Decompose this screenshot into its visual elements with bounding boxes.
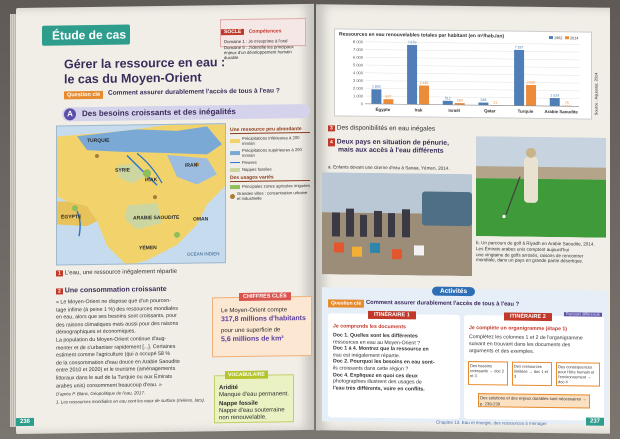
- itinerary-1-label: ITINÉRAIRE 1: [368, 311, 416, 320]
- itinerary-1-line: eau est inégalement répartie.: [333, 352, 401, 360]
- doc1-number: 1: [58, 270, 61, 277]
- y-tick-label: 3 000: [352, 77, 363, 84]
- doc2-body-line: « Le Moyen-Orient ne dispose que d'un pourcen-: [56, 297, 171, 306]
- doc2-body-line: D'après P. Blanc, Géopolitique de l'eau, 2017.: [56, 390, 145, 397]
- vocab-term-1: Aridité: [219, 384, 239, 392]
- map-label-egypt: ÉGYPTE: [61, 214, 82, 221]
- organigram-box-2: Des ressources limitées → doc 1 et 3: [512, 362, 552, 386]
- map-graphic: [57, 124, 226, 265]
- water-resources-chart: [334, 28, 599, 119]
- chart-x-axis: [365, 104, 579, 107]
- legend-label: 2014: [570, 36, 579, 41]
- bar-value-label: 637: [385, 94, 392, 99]
- itinerary-2-line-1: Complétez les colonnes 1 et 2 de l'organigramme: [469, 334, 583, 342]
- vocab-term-2: Nappe fossile: [219, 400, 259, 408]
- question-text: Comment assurer durablement l'accès de tous à l'eau ?: [108, 87, 280, 97]
- bar-value-label: 2 690: [526, 80, 536, 85]
- legend-row: [230, 183, 310, 189]
- section-a-title: Des besoins croissants et des inégalités: [82, 107, 236, 119]
- doc2-number: 2: [58, 288, 61, 295]
- chart-gridline: [365, 73, 579, 76]
- legend-swatch-river: [230, 162, 240, 164]
- legend-label: Précipitations supérieures à 200 mm/an: [242, 147, 302, 158]
- chart-bar: [371, 89, 381, 104]
- map-label-iran: IRAN: [185, 162, 198, 169]
- doc3-caption-text: Des disponibilités en eau inégales: [336, 124, 436, 133]
- y-tick-label: 5 000: [352, 62, 363, 68]
- x-category-label: Irak: [414, 107, 423, 113]
- legend-label: 1962: [554, 36, 563, 41]
- legend-row: [230, 135, 310, 146]
- doc2-body-line: démographiques et économiques.: [56, 328, 136, 336]
- right-page-number: 237: [586, 418, 604, 426]
- legend-row: [230, 166, 310, 172]
- legend-swatch-dry: [230, 139, 240, 143]
- itinerary-2-label: ITINÉRAIRE 2: [504, 313, 552, 322]
- bar-value-label: 7 187: [514, 45, 524, 50]
- y-tick-label: 2 000: [352, 85, 363, 91]
- x-category-label: Israël: [448, 107, 460, 113]
- legend-row: [230, 147, 310, 158]
- photo-a-caption: a. Enfants devant une citerne d'eau à Sanaa, Yémen, 2014.: [328, 164, 450, 171]
- y-tick-label: 6 000: [352, 54, 363, 60]
- middle-east-map: [56, 123, 226, 265]
- y-tick-label: 4 000: [352, 70, 363, 76]
- doc2-body-line: 1. Les ressources mondiales en eau sont les eaux de surface (rivières, lacs).: [56, 397, 206, 405]
- title-line-1: Gérer la ressource en eau :: [64, 55, 226, 72]
- doc2-body-line: des raisons climatiques mais aussi pour des raisons: [56, 320, 179, 329]
- bar-value-label: 21: [493, 100, 498, 105]
- chart-bar: [478, 102, 488, 105]
- key-figures-line-1: Le Moyen-Orient compte: [221, 307, 288, 315]
- socle-line-2: Domaine 5 : J'identifie les principaux enjeux d'un développement humain durable: [224, 44, 294, 61]
- doc2-body-line: arabes unis) consomment beaucoup d'eau. »: [56, 381, 162, 390]
- itinerary-1-line: Doc 1 à 4. Montrez que la ressource en: [333, 345, 429, 353]
- key-figures-box: [212, 293, 312, 357]
- chart-bar: [443, 101, 453, 105]
- chart-gridline: [365, 65, 579, 68]
- case-study-tab: Étude de cas: [42, 24, 130, 45]
- legend-head-2: Des usages variés: [230, 174, 310, 182]
- legend-swatch: [549, 36, 553, 39]
- key-figures-line-2: pour une superficie de: [221, 327, 281, 335]
- chart-bar: [526, 85, 536, 106]
- activities-question-label: Question clé: [328, 299, 364, 307]
- bar-value-label: 348: [480, 98, 487, 103]
- doc2-body-line: de la consommation d'eau douce en Arabie Saoudite: [56, 358, 180, 367]
- itinerary-1-line: Doc 4. Expliquez en quoi ces deux: [333, 371, 418, 380]
- photo-riyadh-golf: [476, 136, 606, 238]
- map-label-turkey: TURQUIE: [87, 137, 110, 145]
- photo-b-caption-line-1: b. Un parcours de golf à Riyadh en Arabie Saoudite, 2014.: [476, 240, 595, 247]
- doc3-number: 3: [330, 125, 333, 132]
- photo-b-caption: [476, 240, 606, 265]
- legend-row: [230, 190, 310, 201]
- section-a-letter: A: [64, 108, 76, 120]
- legend-label: Précipitations inférieures à 200 mm/an: [242, 135, 300, 146]
- chart-gridline: [365, 50, 579, 53]
- bar-value-label: 2 446: [419, 81, 429, 86]
- doc2-body-line: entre 2010 et 2020) et le tourisme (aménagements: [56, 366, 176, 374]
- doc4-title-line-1: Deux pays en situation de pénurie,: [336, 138, 449, 147]
- doc2-body-line: tage infime (à peine 1 %) des ressources mondiales: [56, 305, 178, 314]
- itinerary-1-line: l'eau très différents, voire en conflits.: [333, 385, 425, 393]
- left-page: [16, 4, 314, 434]
- differentiated-tag: Parcours différencié: [566, 312, 600, 317]
- chart-source: Source : Aquastat, 2014: [594, 72, 599, 116]
- bar-value-label: 250: [456, 98, 463, 103]
- chart-gridline: [365, 42, 579, 45]
- legend-label: Nappes fossiles: [242, 166, 272, 172]
- map-legend: [230, 126, 310, 213]
- legend-label: Fleuves: [242, 159, 257, 165]
- vocabulary-header: VOCABULAIRE: [225, 371, 268, 380]
- socle-line-1: Domaine 1 : Je m'exprime à l'oral: [224, 38, 288, 45]
- photo-b-caption-line-4: mondiale, dans un pays en grande partie désertique.: [476, 257, 584, 264]
- bar-value-label: 512: [444, 96, 451, 101]
- vocab-def-2: Nappe d'eau souterraine non renouvelable.: [219, 407, 285, 422]
- socle-box: [220, 18, 306, 61]
- doc4-title-line-2: mais aux accès à l'eau différents: [338, 146, 444, 155]
- doc2-body-line: estiment comme l'agriculture (qui a occupé 58 %: [56, 351, 171, 359]
- doc2-body-line: en eau, alors que ses besoins sont croissants, pour: [56, 313, 177, 321]
- key-figures-population: 317,8 millions d'habitants: [221, 315, 306, 324]
- legend-swatch-irrigated: [230, 184, 240, 188]
- section-a-bar: [62, 104, 310, 121]
- itinerary-1-line: ils croissants dans cette région ?: [333, 365, 409, 373]
- socle-header: SOCLE: [221, 29, 244, 35]
- map-label-yemen: YÉMEN: [139, 245, 157, 252]
- x-category-label: Qatar: [484, 108, 496, 114]
- itinerary-1-line: Doc 1. Quelles sont les différentes: [333, 332, 418, 340]
- legend-swatch-city: [230, 194, 235, 199]
- legend-row: [230, 159, 310, 165]
- doc1-caption-text: L'eau, une ressource inégalement répartie: [64, 268, 177, 277]
- photo-yemen-water-tank: [322, 172, 472, 276]
- itinerary-1-line: photographies illustrent des usages de: [333, 378, 422, 386]
- chart-bar: [514, 50, 524, 106]
- y-tick-label: 0: [360, 101, 363, 107]
- photo-b-caption-line-2: Les Émirats arabes unis comptent aujourd'hui: [476, 245, 570, 253]
- golfer: [524, 157, 538, 203]
- legend-swatch-fossil: [230, 167, 240, 171]
- doc2-body-line: menter et de s'urbaniser rapidement [...]. Certaines: [56, 343, 176, 352]
- key-figures-area: 5,6 millions de km²: [221, 335, 284, 344]
- chart-bar: [419, 86, 429, 105]
- chart-gridline: [365, 81, 579, 84]
- vocabulary-box: [214, 371, 294, 423]
- doc2-title: Une consommation croissante: [64, 285, 167, 295]
- map-label-syria: SYRIE: [115, 167, 131, 174]
- itinerary-2-line-3: arguments et des exemples.: [469, 348, 535, 355]
- vocab-def-1: Manque d'eau permanent.: [219, 391, 289, 399]
- doc4-number: 4: [330, 139, 333, 146]
- itinerary-2-line-2: suivant en trouvant dans les documents des: [469, 341, 571, 349]
- x-category-label: Arabie Saoudite: [544, 108, 578, 115]
- chart-plot: [335, 29, 593, 120]
- photo-yemen-graphic: [322, 172, 472, 276]
- legend-swatch-wet: [230, 151, 240, 155]
- golf-green: [476, 178, 606, 238]
- chart-bar: [550, 98, 560, 106]
- right-page: [316, 4, 610, 434]
- doc1-caption: [56, 269, 177, 277]
- water-tanker: [422, 191, 472, 226]
- itinerary-1-line: ressources en eau au Moyen-Orient ?: [333, 339, 421, 347]
- bar-value-label: 7 670: [407, 40, 417, 45]
- key-figures-header: CHIFFRES CLÉS: [239, 292, 291, 301]
- x-category-label: Égypte: [375, 106, 391, 113]
- activities-panel: [322, 287, 608, 427]
- itinerary-2-intro: Je complète un organigramme (étape 1): [469, 325, 568, 333]
- photo-b-caption-line-3: une vingtaine de golfs arrosés, raisons de rencontrer: [476, 251, 584, 259]
- chart-title: Ressources en eau renouvelables totales par habitant (en m³/hab./an): [339, 31, 505, 40]
- photo-golf-graphic: [476, 136, 606, 238]
- bar-value-label: 75: [564, 101, 569, 106]
- organigram-bottom-box: Des solutions et des enjeux durables sont nécessaires → p. 238-239: [478, 393, 590, 408]
- x-category-label: Turquie: [517, 108, 534, 114]
- legend-swatch: [565, 36, 569, 39]
- y-tick-label: 7 000: [352, 46, 363, 53]
- map-label-oman: OMAN: [193, 216, 209, 223]
- map-label-iraq: IRAK: [145, 177, 158, 184]
- page-title: [64, 55, 225, 87]
- map-label-saudi-arabia: ARABIE SAOUDITE: [133, 214, 180, 222]
- y-tick-label: 8 000: [352, 39, 363, 45]
- title-line-2: le cas du Moyen-Orient: [64, 70, 202, 87]
- doc4-heading: [328, 138, 449, 155]
- chart-bar: [407, 45, 417, 105]
- bar-value-label: 1 034: [550, 93, 560, 98]
- y-tick-label: 1 000: [352, 93, 363, 99]
- doc2-body-text: [56, 297, 206, 405]
- map-label-indian-ocean: OCÉAN INDIEN: [187, 251, 220, 257]
- organigram-box-3: Des conséquences pour l'être humain et l'environnement → doc 4: [556, 362, 600, 387]
- chart-bar: [383, 99, 393, 104]
- itinerary-2-card: [464, 312, 604, 421]
- socle-subheader: Compétences: [248, 28, 282, 35]
- organigram-box-1: Des besoins croissants → doc 2 et 3: [468, 361, 508, 385]
- itinerary-1-questions: [333, 332, 457, 393]
- legend-label: Principales zones agricoles irriguées: [242, 182, 310, 189]
- question-label: Question clé: [64, 91, 103, 100]
- chapter-footer: Chapitre 13. Eau et énergie, des ressources à ménager: [436, 419, 547, 427]
- itinerary-1-line: Doc 2. Pourquoi les besoins en eau sont-: [333, 358, 435, 367]
- left-page-number: 236: [16, 418, 34, 426]
- photo-b-horizon: [476, 166, 606, 180]
- chart-gridline: [365, 57, 579, 60]
- chart-gridline: [365, 88, 579, 91]
- activities-header: Activités: [432, 287, 475, 297]
- bar-value-label: 1 893: [372, 84, 381, 89]
- doc2-body-line: La population du Moyen-Orient continue d'aug-: [56, 335, 167, 344]
- itinerary-1-card: [328, 313, 460, 419]
- itinerary-1-intro: Je comprends les documents: [333, 323, 406, 331]
- legend-label: Grandes villes : concentration urbaine et industrielle: [237, 190, 308, 201]
- doc3-caption: [328, 124, 435, 132]
- legend-head-1: Une ressource peu abondante: [230, 126, 310, 134]
- activities-question-text: Comment assurer durablement l'accès de tous à l'eau ?: [366, 299, 520, 308]
- doc2-body-line: littoraux dans le sud de la Turquie ou aux Émirats: [56, 373, 173, 382]
- doc2-heading: [56, 286, 167, 295]
